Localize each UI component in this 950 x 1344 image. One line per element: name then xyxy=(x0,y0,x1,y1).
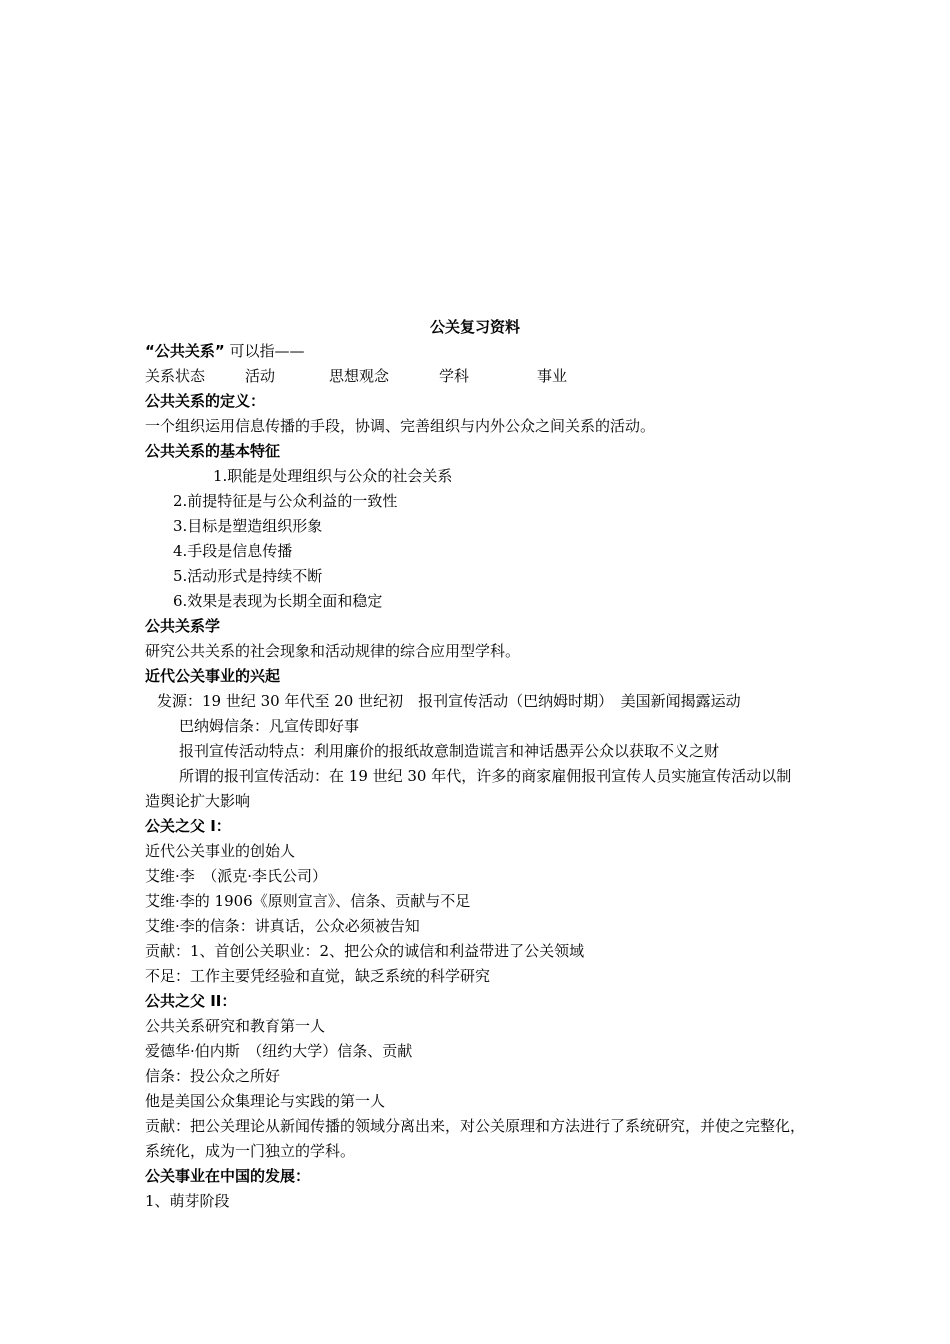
meaning-list xyxy=(145,364,805,389)
origin-text: 发源：19 世纪 30 年代至 20 世纪初 报刊宣传活动（巴纳姆时期） 美国新闻揭露运动 xyxy=(157,692,741,710)
china-stage-1: 1、萌芽阶段 xyxy=(145,1192,230,1210)
meaning-item: 学科 xyxy=(439,367,470,385)
father-1-line: 艾维·李 （派克·李氏公司） xyxy=(145,867,328,885)
father-2-line: 他是美国公众集理论与实践的第一人 xyxy=(145,1092,386,1110)
document-body xyxy=(145,339,805,1214)
heading-father-2: 公共之父 II： xyxy=(145,992,237,1010)
feature-item: 2.前提特征是与公众利益的一致性 xyxy=(173,492,398,510)
father-2-contribution: 贡献：把公关理论从新闻传播的领域分离出来，对公关原理和方法进行了系统研究，并使之完整化，系统化，成为一门独立的学科。 xyxy=(145,1117,806,1160)
feature-item: 3.目标是塑造组织形象 xyxy=(173,517,323,535)
press-agentry-meaning: 所谓的报刊宣传活动：在 19 世纪 30 年代，许多的商家雇佣报刊宣传人员实施宣传活动以制造舆论扩大影响 xyxy=(145,767,792,810)
definition-text: 一个组织运用信息传播的手段，协调、完善组织与内外公众之间关系的活动。 xyxy=(145,417,656,435)
father-1-line: 贡献：1、首创公关职业：2、把公众的诚信和利益带进了公关领域 xyxy=(145,942,585,960)
term-lead: 可以指—— xyxy=(229,342,305,360)
meaning-item: 事业 xyxy=(537,367,568,385)
heading-features: 公共关系的基本特征 xyxy=(145,442,281,460)
father-2-line: 爱德华·伯内斯 （纽约大学）信条、贡献 xyxy=(145,1042,413,1060)
pr-studies-text: 研究公共关系的社会现象和活动规律的综合应用型学科。 xyxy=(145,642,521,660)
feature-item: 1.职能是处理组织与公众的社会关系 xyxy=(213,467,453,485)
father-1-line: 近代公关事业的创始人 xyxy=(145,842,296,860)
heading-father-1: 公关之父 I： xyxy=(145,817,231,835)
heading-pr-studies: 公共关系学 xyxy=(145,617,221,635)
section-public-relations-meaning xyxy=(145,339,805,364)
meaning-item: 关系状态 xyxy=(145,367,206,385)
father-1-line: 不足：工作主要凭经验和直觉，缺乏系统的科学研究 xyxy=(145,967,491,985)
father-2-line: 公共关系研究和教育第一人 xyxy=(145,1017,326,1035)
heading-china-development: 公关事业在中国的发展： xyxy=(145,1167,311,1185)
feature-item: 6.效果是表现为长期全面和稳定 xyxy=(173,592,383,610)
press-agentry-features: 报刊宣传活动特点：利用廉价的报纸故意制造谎言和神话愚弄公众以获取不义之财 xyxy=(179,742,720,760)
father-2-line: 信条：投公众之所好 xyxy=(145,1067,281,1085)
father-1-line: 艾维·李的信条：讲真话，公众必须被告知 xyxy=(145,917,420,935)
document-title: 公关复习资料 xyxy=(429,318,520,336)
father-1-line: 艾维·李的 1906《原则宣言》、信条、贡献与不足 xyxy=(145,892,471,910)
meaning-item: 思想观念 xyxy=(329,367,390,385)
term-public-relations: “公共关系” xyxy=(145,342,225,360)
heading-modern-rise: 近代公关事业的兴起 xyxy=(145,667,281,685)
feature-item: 5.活动形式是持续不断 xyxy=(173,567,323,585)
heading-definition: 公共关系的定义： xyxy=(145,392,266,410)
barnum-creed: 巴纳姆信条：凡宣传即好事 xyxy=(179,717,360,735)
meaning-item: 活动 xyxy=(245,367,276,385)
feature-item: 4.手段是信息传播 xyxy=(173,542,293,560)
